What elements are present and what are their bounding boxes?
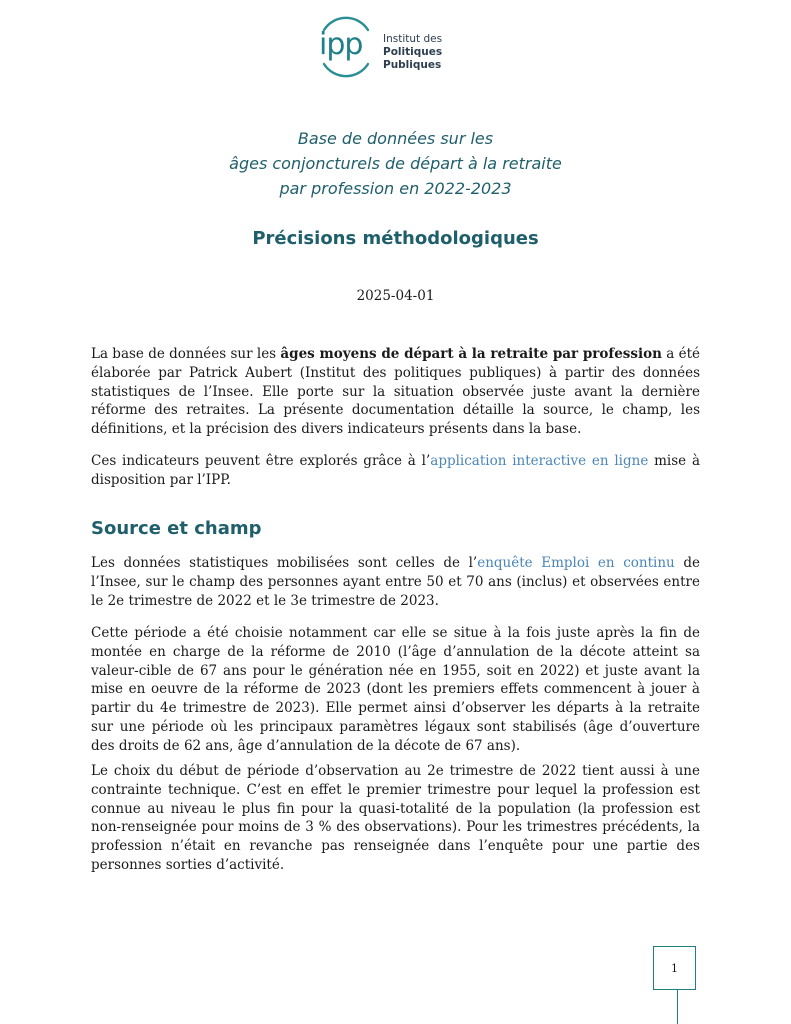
logo-name (383, 33, 486, 72)
enquete-emploi-link[interactable]: enquête Emploi en continu (477, 555, 675, 571)
intro-paragraph-1 (91, 345, 700, 439)
intro-p1-bold: âges moyens de départ à la retraite par profession (280, 346, 662, 362)
section-heading: Source et champ (91, 518, 262, 539)
ipp-logo (316, 16, 486, 78)
section-p1-text-b: de l’Insee, sur le champ des personnes ayant entre 50 et 70 ans (inclus) et observées entre le 2e trimestre de 2022 et le 3e trimestre de 2023. (91, 555, 700, 609)
title-line-1: Base de données sur les (297, 129, 494, 148)
intro-p1-text-a: La base de données sur les (91, 346, 281, 362)
intro-paragraph-2 (91, 452, 700, 490)
page-number-line (677, 990, 678, 1024)
page-number: 1 (671, 961, 678, 975)
page-number-box (653, 946, 696, 990)
logo-line-2: Politiques Publiques (383, 46, 443, 71)
interactive-app-link[interactable]: application interactive en ligne (430, 453, 649, 469)
intro-p2-text-b: mise à disposition par l’IPP. (91, 453, 701, 488)
document-subtitle: Précisions méthodologiques (252, 228, 539, 249)
title-line-3: par profession en 2022-2023 (279, 179, 512, 198)
document-date: 2025-04-01 (356, 288, 435, 304)
section-p1-text-a: Les données statistiques mobilisées sont celles de l’ (91, 555, 478, 571)
section-paragraph-2: Cette période a été choisie notamment car elle se situe à la fois juste après la fin de montée en charge de la réforme de 2010 (l’âge d’annulation de la décote atteint sa valeur-cible de 67 ans pour le génération née en 1955, soit en 2022) et juste avant la mise en oeuvre de la réforme de 2023 (dont les premiers effets commencent à jouer à partir du 4e trimestre de 2023). Elle permet ainsi d’observer les départs à la retraite sur une période où les principaux paramètres légaux sont stabilisés (âge d’ouverture des droits de 62 ans, âge d’annulation de la décote de 67 ans). (91, 625, 700, 754)
title-line-2: âges conjoncturels de départ à la retraite (229, 154, 562, 173)
intro-p1-text-b: a été élaborée par Patrick Aubert (Institut des politiques publiques) à partir des données statistiques de l’Insee. Elle porte sur la situation observée juste avant la dernière réforme des retraites. La présente documentation détaille la source, le champ, les définitions, et la précision des divers indicateurs présents dans la base. (91, 346, 700, 438)
logo-mark: ipp (319, 27, 363, 62)
section-paragraph-1 (91, 554, 700, 610)
logo-line-1: Institut des (383, 33, 443, 45)
intro-p2-text-a: Ces indicateurs peuvent être explorés grâce à l’ (91, 453, 431, 469)
document-title (0, 126, 791, 201)
section-paragraph-3: Le choix du début de période d’observation au 2e trimestre de 2022 tient aussi à une contrainte technique. C’est en effet le premier trimestre pour lequel la profession est connue au niveau le plus fin pour la quasi-totalité de la population (la profession est non-renseignée pour moins de 3 % des observations). Pour les trimestres précédents, la profession n’était en revanche pas renseignée dans l’enquête pour une partie des personnes sorties d’activité. (91, 763, 700, 873)
